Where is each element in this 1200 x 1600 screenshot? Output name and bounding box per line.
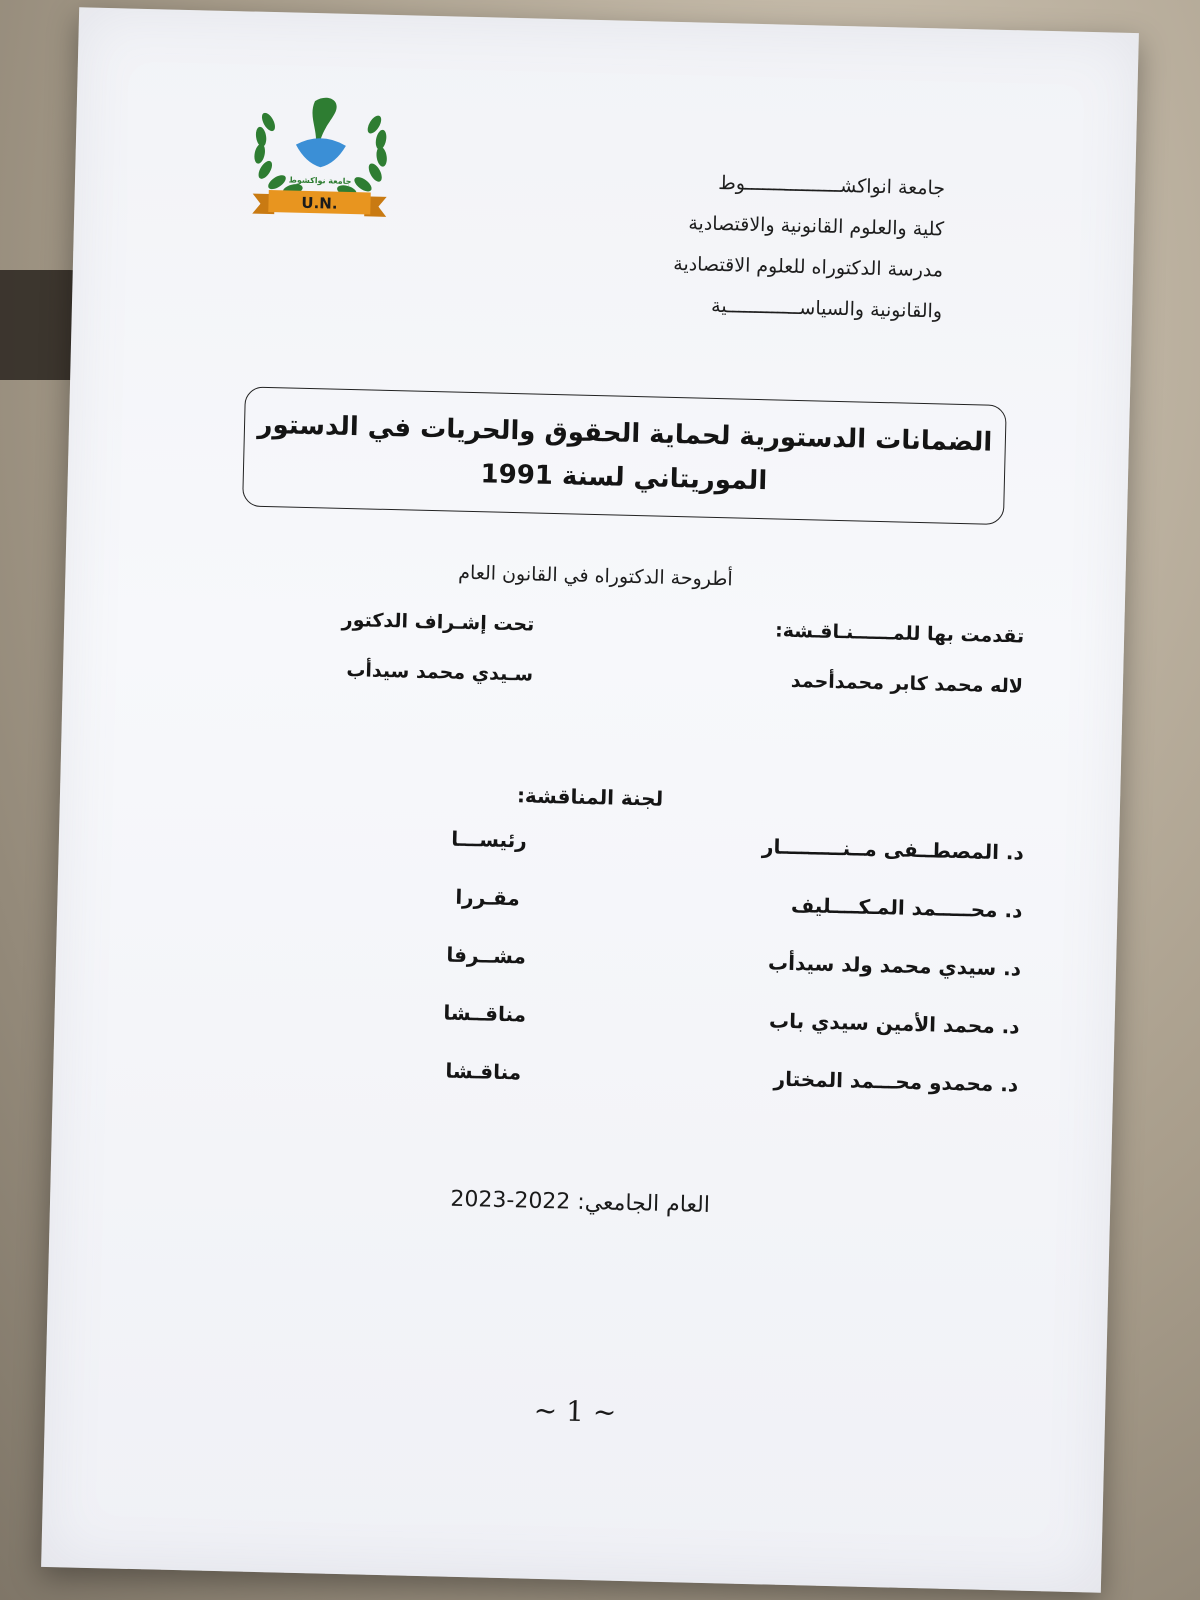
university-logo	[244, 81, 397, 225]
committee-member-role: مناقــشا	[443, 1000, 527, 1027]
page-number: ~ 1 ~	[533, 1393, 617, 1429]
thesis-subtitle: أطروحة الدكتوراه في القانون العام	[458, 561, 733, 591]
committee-member-role: مقـررا	[455, 884, 521, 911]
supervisor-name: سـيدي محمد سيدأب	[346, 659, 534, 686]
logo-emblem-text: جامعة نواكشوط	[288, 175, 352, 186]
committee-member-name: د. المصطــفى مــنـــــــــار	[761, 834, 1025, 865]
quill-icon	[312, 97, 337, 141]
thesis-title-box	[242, 386, 1007, 525]
document-page	[41, 7, 1139, 1592]
logo-ribbon-text: U.N.	[301, 193, 338, 213]
thesis-title-line-2: الموريتاني لسنة 1991	[480, 459, 768, 497]
committee-member-role: مناقـشا	[445, 1058, 522, 1085]
committee-member-role: رئيســـا	[450, 826, 528, 853]
student-name: لاله محمد كابر محمدأحمد	[790, 669, 1024, 698]
supervision-label: تحت إشـراف الدكتور	[341, 608, 535, 636]
header-school: مدرسة الدكتوراه للعلوم الاقتصادية	[673, 252, 944, 282]
header-school-cont: والقانونية والسياســـــــــــــية	[710, 294, 943, 323]
committee-member-name: د. سيدي محمد ولد سيدأب	[767, 950, 1022, 981]
header-university: جامعة انواكشـــــــــــــــــوط	[718, 171, 946, 200]
presented-label: تقدمت بها للمــــــنـاقـشة:	[774, 619, 1025, 648]
university-header	[602, 160, 946, 332]
committee-member-name: د. محمدو محـــمد المختار	[773, 1066, 1019, 1097]
laurel-right-icon	[336, 112, 390, 199]
committee-member-role: مشــرفا	[446, 942, 527, 969]
thesis-title-line-1: الضمانات الدستورية لحماية الحقوق والحريات في الدستور	[257, 409, 993, 458]
academic-year: العام الجامعي: 2022-2023	[450, 1186, 711, 1219]
committee-member-name: د. محمد الأمين سيدي باب	[768, 1008, 1020, 1039]
committee-member-name: د. محـــــمد المـكــــليف	[790, 892, 1023, 923]
book-icon	[295, 138, 346, 168]
header-faculty: كلية والعلوم القانونية والاقتصادية	[688, 212, 945, 241]
committee-title: لجنة المناقشة:	[516, 783, 664, 811]
